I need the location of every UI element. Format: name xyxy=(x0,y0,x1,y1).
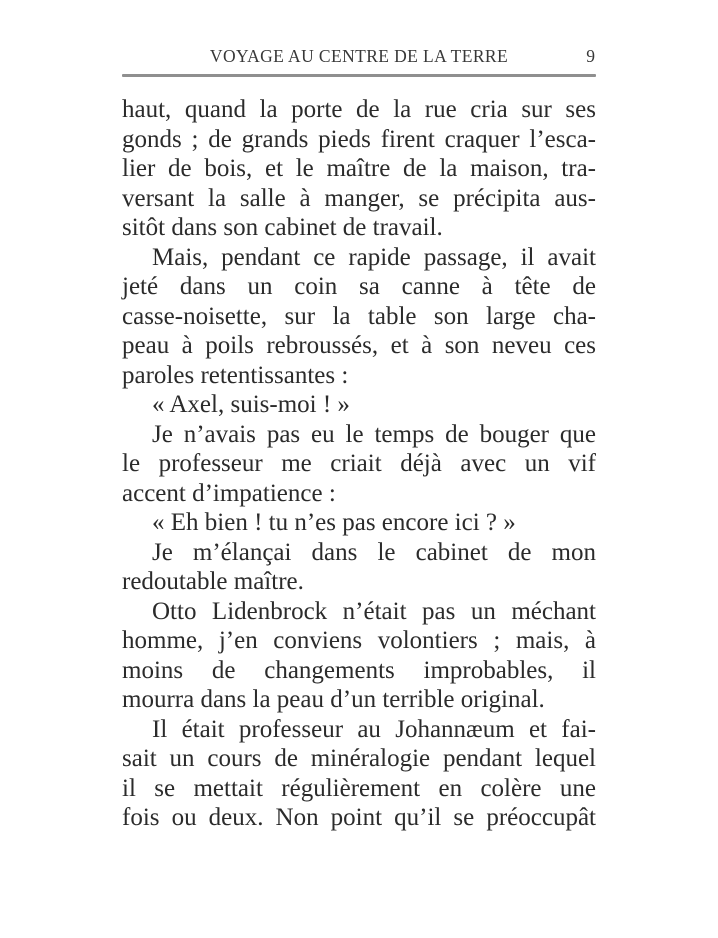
text-line: mourra dans la peau d’un terrible original. xyxy=(122,686,545,713)
text-line: « Eh bien ! tu n’es pas encore ici ? » xyxy=(152,509,516,536)
text-line: moins de changements improbables, il xyxy=(122,656,596,684)
running-head xyxy=(122,0,596,77)
text-line: sitôt dans son cabinet de travail. xyxy=(122,214,443,241)
text-line: Je n’avais pas eu le temps de bouger que xyxy=(152,420,596,448)
text-line: il se mettait régulièrement en colère une xyxy=(122,774,596,802)
running-head-line xyxy=(122,46,596,66)
text-line: homme, j’en conviens volontiers ; mais, à xyxy=(122,627,596,654)
text-line: peau à poils rebroussés, et à son neveu ces xyxy=(122,332,596,359)
text-line: gonds ; de grands pieds firent craquer l’esca- xyxy=(122,125,596,153)
header-rule xyxy=(122,74,596,77)
text-line: redoutable maître. xyxy=(122,568,304,595)
text-line: Je m’élançai dans le cabinet de mon xyxy=(152,538,596,566)
text-line: le professeur me criait déjà avec un vif xyxy=(122,450,596,477)
text-line: jeté dans un coin sa canne à tête de xyxy=(122,273,596,300)
text-line: haut, quand la porte de la rue cria sur ses xyxy=(122,96,596,123)
running-header-title: VOYAGE AU CENTRE DE LA TERRE xyxy=(209,46,509,66)
text-column xyxy=(122,0,596,833)
text-line: Mais, pendant ce rapide passage, il avait xyxy=(152,243,596,271)
text-line: Il était professeur au Johannæum et fai- xyxy=(152,715,596,743)
text-line: lier de bois, et le maître de la maison, tra- xyxy=(122,155,596,182)
text-line: Otto Lidenbrock n’était pas un méchant xyxy=(152,597,596,625)
text-line: accent d’impatience : xyxy=(122,479,336,507)
text-line: paroles retentissantes : xyxy=(122,361,349,389)
text-line: fois ou deux. Non point qu’il se préoccupât xyxy=(122,804,596,831)
text-line: sait un cours de minéralogie pendant lequel xyxy=(122,745,596,772)
text-line: casse-noisette, sur la table son large cha- xyxy=(122,302,596,330)
page-text xyxy=(122,95,596,833)
page-number: 9 xyxy=(586,46,595,66)
text-line: versant la salle à manger, se précipita aus- xyxy=(122,184,596,212)
text-line: « Axel, suis-moi ! » xyxy=(152,391,350,418)
